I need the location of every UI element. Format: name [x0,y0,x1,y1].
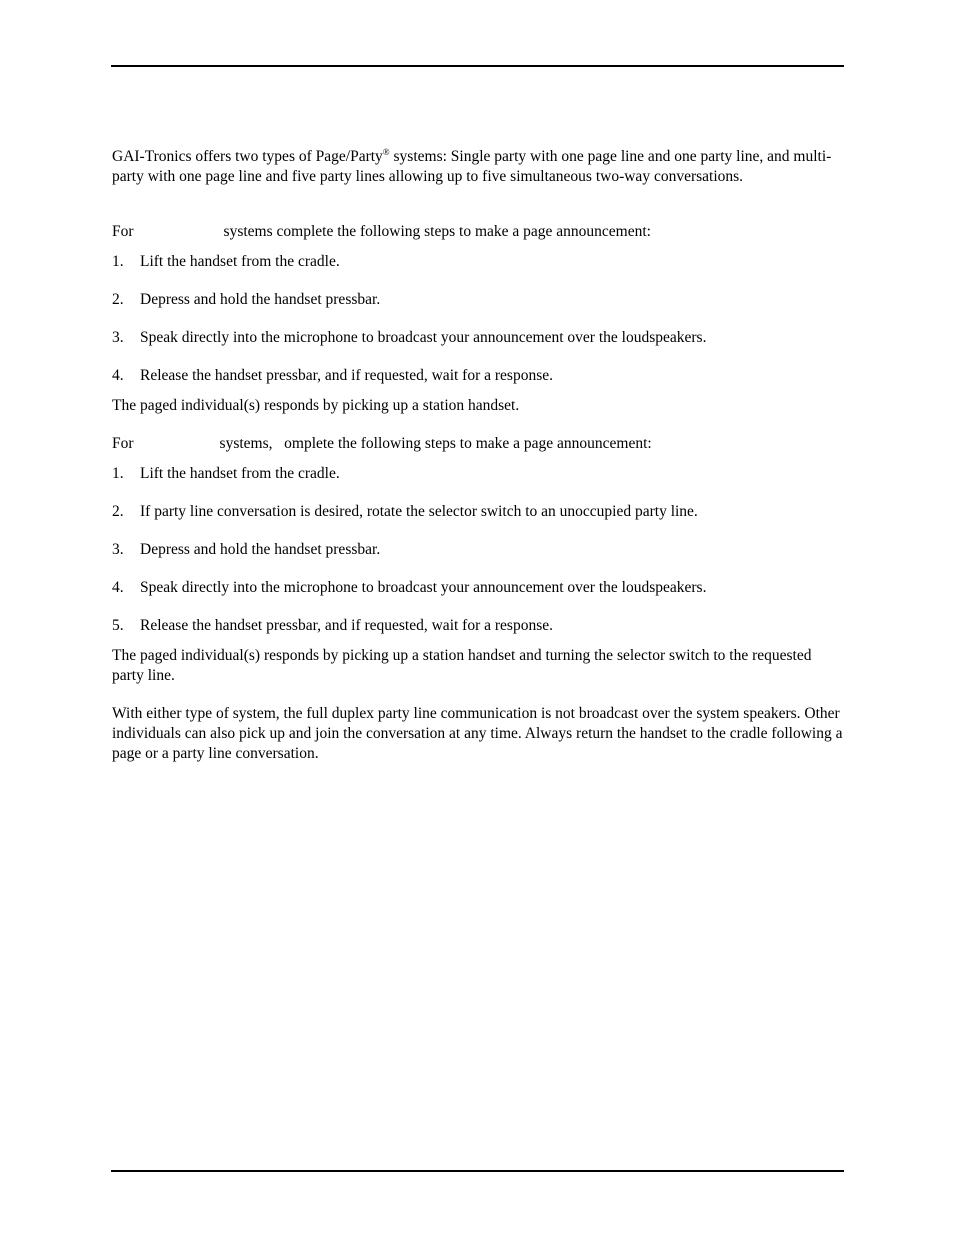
lead-for: For [112,223,134,240]
step-text: Release the handset pressbar, and if requested, wait for a response. [140,617,553,634]
lead-rest: systems, omplete the following steps to make a page announcement: [219,435,652,452]
step-number: 4. [112,367,124,384]
intro-text: GAI-Tronics offers two types of Page/Party [112,148,383,165]
step-number: 3. [112,541,124,558]
step-number: 3. [112,329,124,346]
step-number: 2. [112,503,124,520]
closing-paragraph: With either type of system, the full duplex party line communication is not broadcast over the system speakers. Other individuals can also pick up and join the conversation at any time. Always return the handset to the cradle following a page or a party line conversation. [112,705,843,762]
single-party-response: The paged individual(s) responds by picking up a station handset. [112,397,520,414]
single-party-lead [112,222,651,242]
step-number: 1. [112,465,124,482]
step-number: 5. [112,617,124,634]
footer-rule [111,1170,844,1172]
lead-rest: systems complete the following steps to make a page announcement: [223,223,651,240]
intro-paragraph [112,147,844,187]
step-number: 2. [112,291,124,308]
step-text: Lift the handset from the cradle. [140,253,340,270]
header-rule [111,65,844,67]
step-text: Depress and hold the handset pressbar. [140,541,381,558]
intro-text-continued: systems: Single party with one page line and one party line, and multi-party with one page line and five party lines allowing up to five simultaneous two-way conversations. [112,148,832,185]
step-text: Depress and hold the handset pressbar. [140,291,381,308]
step-text: Speak directly into the microphone to broadcast your announcement over the loudspeakers. [140,329,707,346]
step-number: 1. [112,253,124,270]
step-text: Release the handset pressbar, and if requested, wait for a response. [140,367,553,384]
multi-party-response: The paged individual(s) responds by picking up a station handset and turning the selector switch to the requested party line. [112,647,812,684]
step-text: If party line conversation is desired, rotate the selector switch to an unoccupied party line. [140,503,698,520]
step-number: 4. [112,579,124,596]
multi-party-lead [112,434,652,454]
lead-for: For [112,435,134,452]
registered-mark: ® [382,147,390,157]
step-text: Lift the handset from the cradle. [140,465,340,482]
step-text: Speak directly into the microphone to broadcast your announcement over the loudspeakers. [140,579,707,596]
